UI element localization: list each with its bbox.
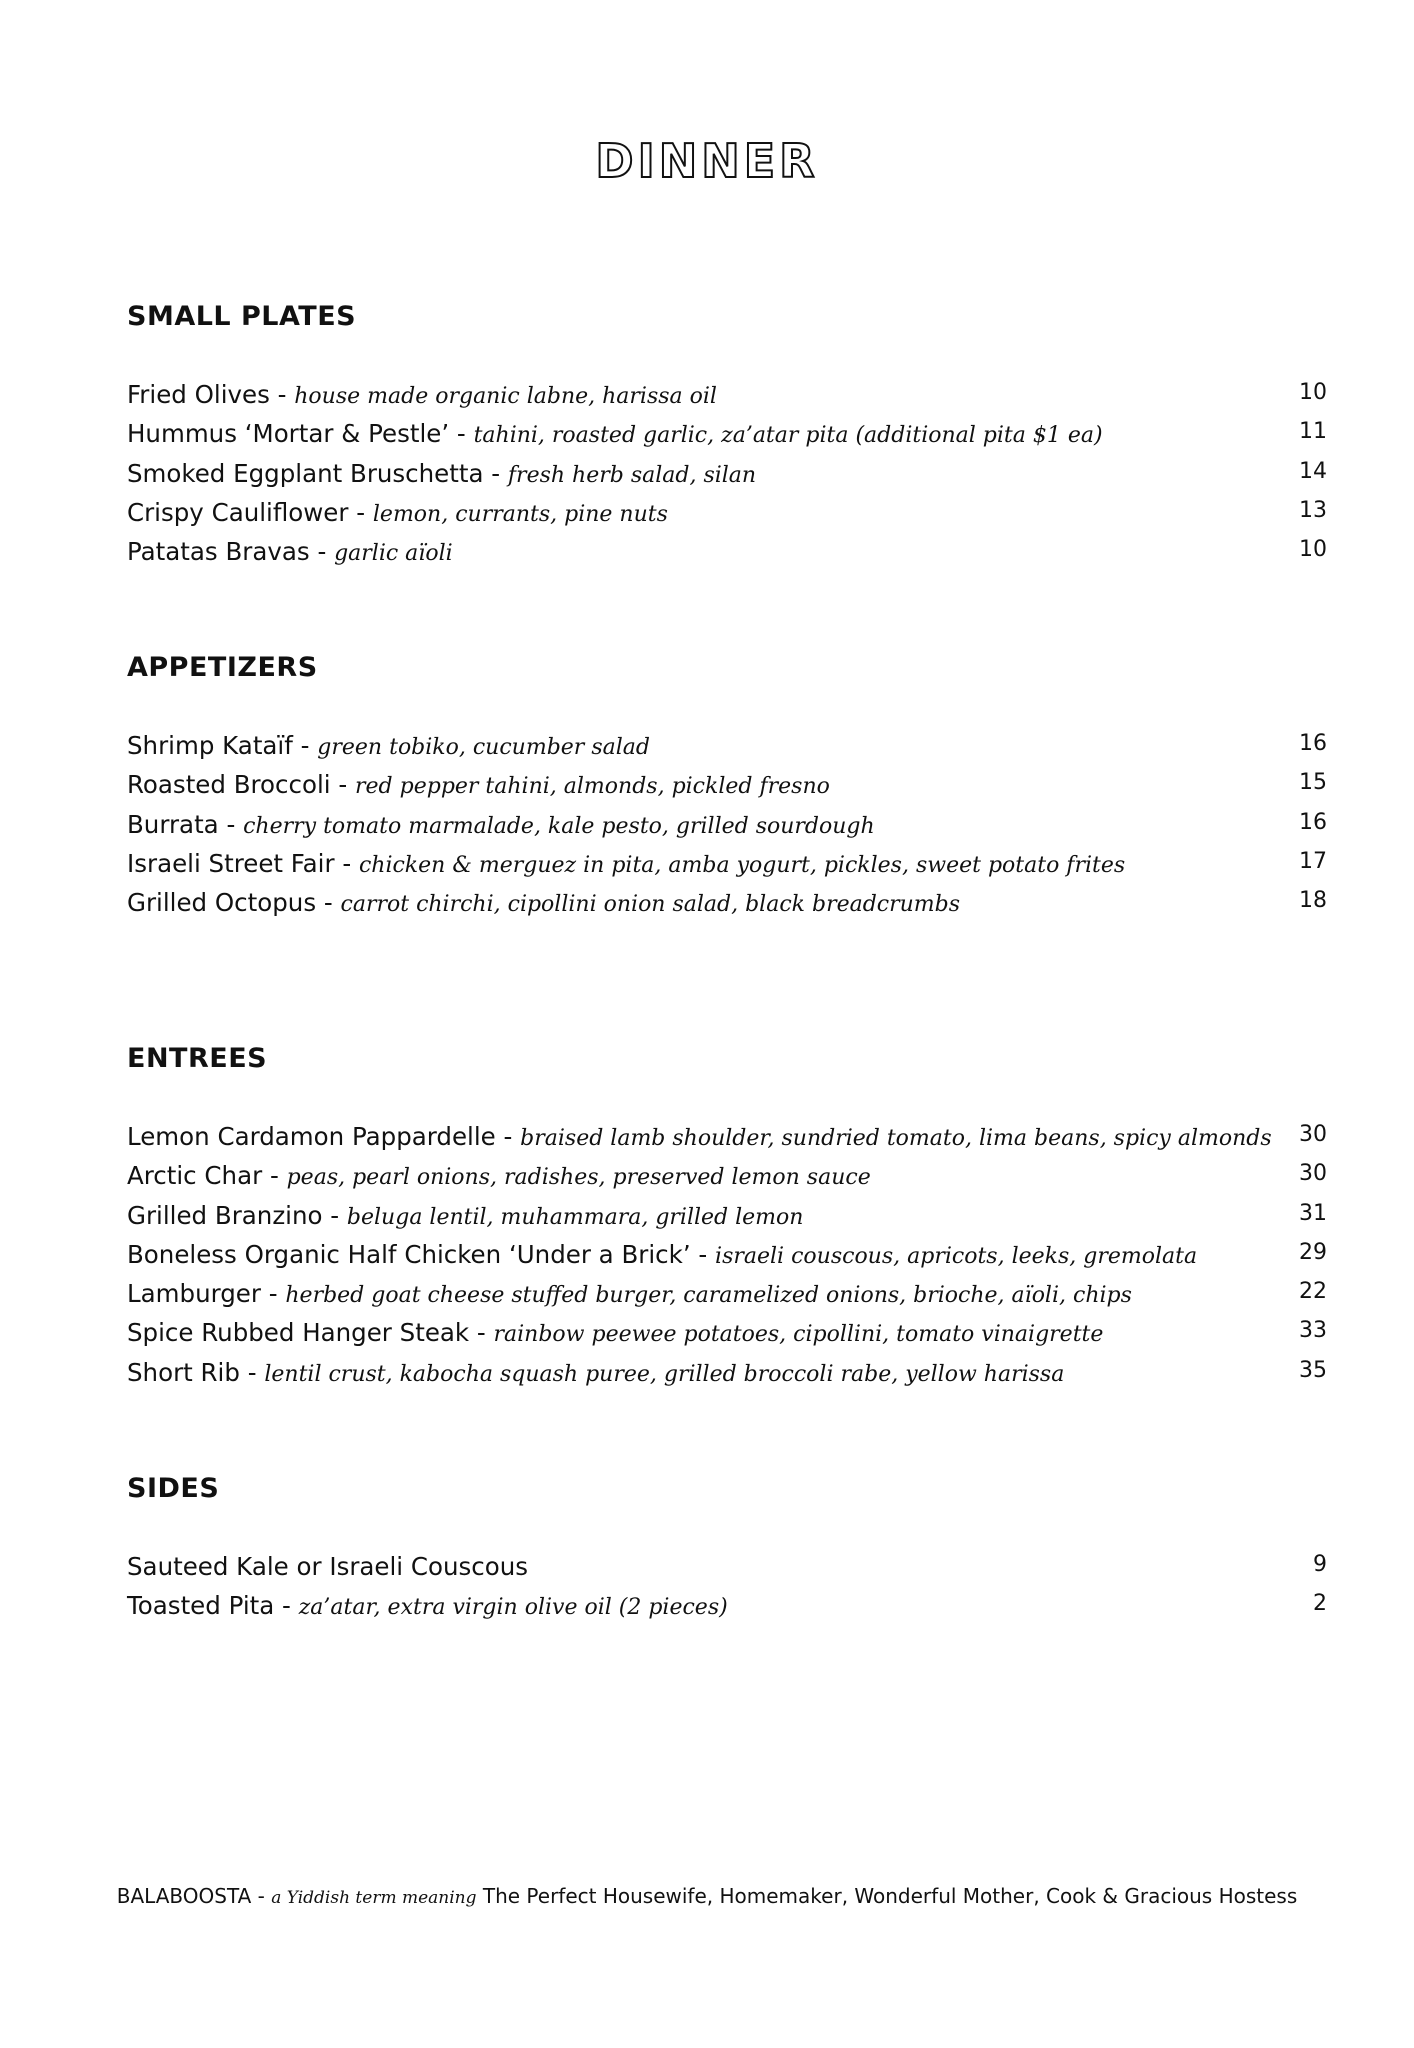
item-separator: - bbox=[334, 848, 359, 878]
item-separator: - bbox=[292, 731, 318, 760]
item-price: 33 bbox=[1299, 1318, 1327, 1344]
item-description: red pepper tahini, almonds, pickled fresno bbox=[355, 774, 830, 800]
item-name: Israeli Street Fair bbox=[127, 848, 335, 878]
section-small-plates bbox=[127, 303, 1327, 576]
item-name: Short Rib bbox=[127, 1357, 240, 1387]
item-price: 16 bbox=[1299, 809, 1327, 835]
menu-item bbox=[127, 888, 1327, 927]
item-price: 13 bbox=[1299, 497, 1327, 523]
item-name: Patatas Bravas bbox=[127, 537, 310, 567]
item-description: house made organic labne, harissa oil bbox=[294, 384, 717, 409]
item-description: peas, pearl onions, radishes, preserved lemon sauce bbox=[286, 1165, 871, 1191]
menu-item bbox=[127, 1122, 1327, 1161]
section-heading: SIDES bbox=[127, 1473, 220, 1504]
item-description: cherry tomato marmalade, kale pesto, grilled sourdough bbox=[243, 813, 875, 839]
menu-item bbox=[127, 1279, 1327, 1318]
item-separator: - bbox=[348, 497, 373, 527]
footer-meaning: The Perfect Housewife, Homemaker, Wonderful Mother, Cook & Gracious Hostess bbox=[482, 1884, 1298, 1908]
item-price: 15 bbox=[1299, 770, 1327, 796]
item-name: Boneless Organic Half Chicken ‘Under a Brick’ bbox=[127, 1239, 691, 1269]
item-price: 30 bbox=[1299, 1161, 1327, 1187]
item-separator: - bbox=[239, 1357, 265, 1387]
menu-item bbox=[127, 459, 1327, 498]
item-price: 9 bbox=[1313, 1552, 1327, 1577]
section-appetizers bbox=[127, 654, 1327, 927]
item-separator: - bbox=[330, 770, 356, 800]
section-heading: SMALL PLATES bbox=[127, 301, 357, 332]
item-separator: - bbox=[218, 809, 244, 839]
item-separator: - bbox=[483, 458, 508, 488]
item-description: fresh herb salad, silan bbox=[507, 462, 757, 488]
menu-item bbox=[127, 1240, 1327, 1279]
section-heading: APPETIZERS bbox=[127, 652, 318, 683]
footer-brand: BALABOOSTA bbox=[116, 1884, 252, 1908]
item-separator: - bbox=[316, 888, 341, 918]
item-name: Smoked Eggplant Bruschetta bbox=[127, 458, 484, 488]
menu-item bbox=[127, 537, 1327, 576]
menu-item bbox=[127, 380, 1327, 419]
item-description: israeli couscous, apricots, leeks, gremolata bbox=[715, 1243, 1198, 1269]
item-name: Lamburger bbox=[127, 1279, 261, 1309]
item-separator: - bbox=[495, 1122, 521, 1151]
item-name: Burrata bbox=[127, 809, 219, 839]
item-name: Toasted Pita bbox=[127, 1591, 275, 1621]
item-price: 22 bbox=[1299, 1279, 1327, 1305]
item-separator: - bbox=[274, 1591, 299, 1621]
item-name: Arctic Char bbox=[127, 1161, 263, 1191]
menu-item bbox=[127, 419, 1327, 458]
item-name: Hummus ‘Mortar & Pestle’ bbox=[127, 419, 450, 449]
item-description: green tobiko, cucumber salad bbox=[317, 735, 650, 760]
item-separator: - bbox=[469, 1318, 494, 1348]
item-price: 17 bbox=[1299, 848, 1327, 874]
item-description: lentil crust, kabocha squash puree, grilled broccoli rabe, yellow harissa bbox=[264, 1361, 1065, 1387]
item-name: Grilled Branzino bbox=[127, 1200, 323, 1230]
section-sides bbox=[127, 1475, 1327, 1631]
menu-item bbox=[127, 810, 1327, 849]
item-price: 2 bbox=[1313, 1591, 1327, 1617]
menu-items bbox=[127, 1122, 1327, 1397]
item-name: Crispy Cauliflower bbox=[127, 497, 349, 527]
menu-items bbox=[127, 731, 1327, 927]
item-separator: - bbox=[269, 380, 295, 409]
item-description: rainbow peewee potatoes, cipollini, tomato vinaigrette bbox=[493, 1322, 1104, 1348]
footer-tagline bbox=[0, 1884, 1414, 1908]
item-price: 30 bbox=[1299, 1122, 1327, 1147]
item-price: 14 bbox=[1299, 458, 1327, 484]
item-name: Shrimp Kataïf bbox=[127, 731, 293, 760]
item-description: herbed goat cheese stuffed burger, caramelized onions, brioche, aïoli, chips bbox=[285, 1283, 1132, 1309]
item-separator: - bbox=[322, 1200, 347, 1230]
item-price: 16 bbox=[1299, 731, 1327, 756]
menu-item bbox=[127, 498, 1327, 537]
footer-italic-text: a Yiddish term meaning bbox=[271, 1888, 477, 1908]
menu-item bbox=[127, 1358, 1327, 1397]
item-price: 31 bbox=[1299, 1200, 1327, 1226]
item-description: chicken & merguez in pita, amba yogurt, pickles, sweet potato frites bbox=[358, 852, 1126, 878]
item-name: Fried Olives bbox=[127, 380, 270, 409]
menu-item bbox=[127, 731, 1327, 770]
item-price: 29 bbox=[1299, 1239, 1327, 1265]
menu-items bbox=[127, 1552, 1327, 1631]
item-name: Sauteed Kale or Israeli Couscous bbox=[127, 1552, 529, 1581]
item-description: za’atar, extra virgin olive oil (2 pieces) bbox=[298, 1595, 728, 1621]
menu-item bbox=[127, 1318, 1327, 1357]
item-separator: - bbox=[690, 1239, 716, 1269]
menu-item bbox=[127, 1552, 1327, 1591]
item-price: 11 bbox=[1299, 419, 1327, 445]
item-price: 10 bbox=[1299, 380, 1327, 405]
item-description: beluga lentil, muhammara, grilled lemon bbox=[346, 1204, 804, 1230]
item-price: 35 bbox=[1299, 1357, 1327, 1383]
item-separator: - bbox=[260, 1279, 286, 1309]
item-description: tahini, roasted garlic, za’atar pita (additional pita $1 ea) bbox=[473, 423, 1103, 449]
menu-item bbox=[127, 1591, 1327, 1630]
item-price: 18 bbox=[1299, 888, 1327, 914]
item-name: Spice Rubbed Hanger Steak bbox=[127, 1318, 470, 1348]
item-price: 10 bbox=[1299, 537, 1327, 563]
item-description: braised lamb shoulder, sundried tomato, lima beans, spicy almonds bbox=[520, 1126, 1272, 1151]
item-description: carrot chirchi, cipollini onion salad, black breadcrumbs bbox=[340, 892, 961, 918]
item-description: garlic aïoli bbox=[334, 541, 453, 567]
section-entrees bbox=[127, 1045, 1327, 1397]
item-name: Grilled Octopus bbox=[127, 888, 317, 918]
menu-item bbox=[127, 770, 1327, 809]
item-description: lemon, currants, pine nuts bbox=[372, 501, 668, 527]
item-separator: - bbox=[309, 537, 335, 567]
menu-item bbox=[127, 1161, 1327, 1200]
menu-title: DINNER bbox=[595, 134, 819, 188]
footer-separator: - bbox=[257, 1884, 272, 1908]
menu-items bbox=[127, 380, 1327, 576]
menu-item bbox=[127, 1201, 1327, 1240]
item-name: Roasted Broccoli bbox=[127, 770, 331, 800]
item-separator: - bbox=[449, 419, 474, 449]
item-name: Lemon Cardamon Pappardelle bbox=[127, 1122, 496, 1151]
section-heading: ENTREES bbox=[127, 1043, 268, 1074]
menu-item bbox=[127, 849, 1327, 888]
item-separator: - bbox=[262, 1161, 287, 1191]
